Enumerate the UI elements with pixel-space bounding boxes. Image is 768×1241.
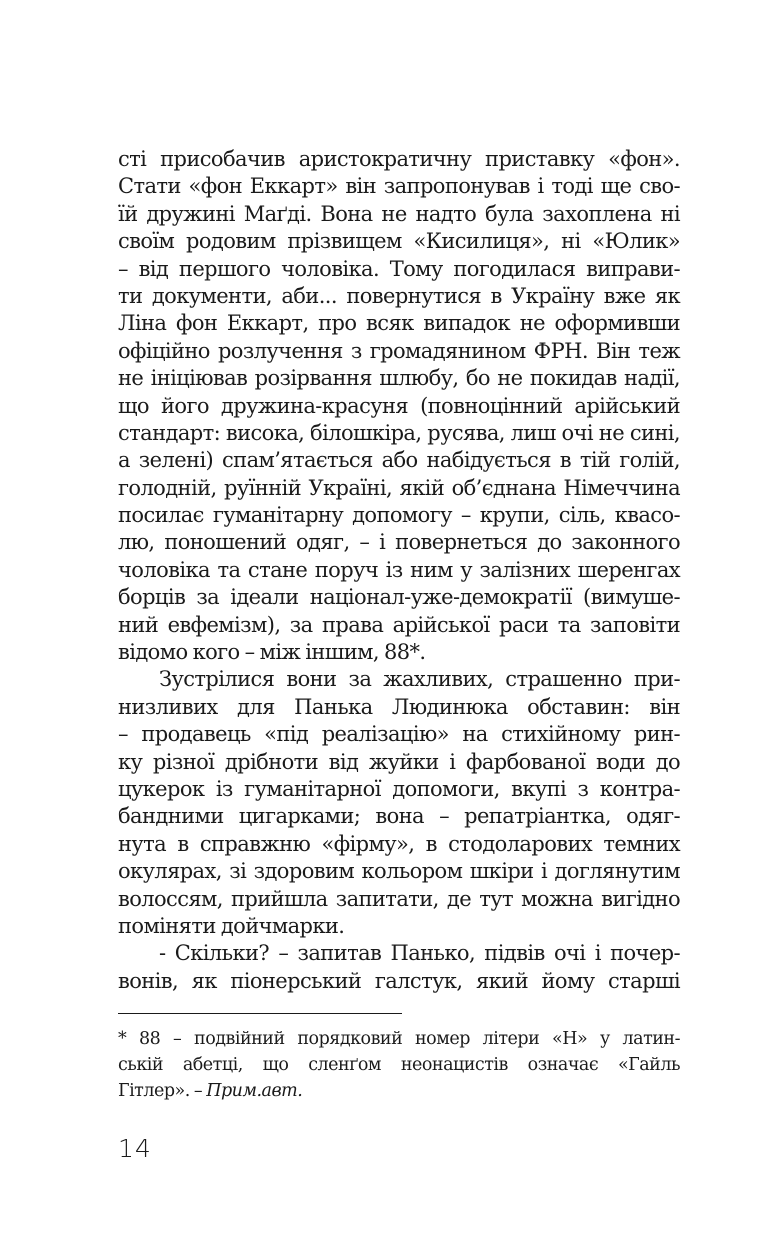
text-line: Ліна фон Еккарт, про всяк випадок не оформивши [118,311,680,336]
text-line: низливих для Панька Людинюка обставин: він [118,694,680,719]
text-line: волоссям, прийшла запитати, де тут можна вигідно [118,886,680,911]
text-line: борців за ідеали націонал-уже-демократії (вимуше- [118,585,680,610]
text-line: нута в справжню «фірму», в стодоларових темних [118,831,680,856]
footnote-text: Гітлер». [118,1081,190,1101]
text-line: цукерок із гуманітарної допомоги, вкупі з контра- [118,776,680,801]
text-line: сті присобачив аристократичну приставку «фон». [118,147,680,171]
footnote-separator: – [189,1081,207,1101]
text-line: а зелені) спам’ятається або набідується в тій голій, [118,448,680,473]
page-number: 14 [118,1134,152,1163]
text-line: не ініціював розірвання шлюбу, бо не покидав надії, [118,366,680,391]
body-text [118,146,680,995]
text-line: Стати «фон Еккарт» він запропонував і тоді ще сво- [118,174,680,199]
text-line: - Скільки? – запитав Панько, підвів очі і почер- [159,941,680,966]
text-line: стандарт: висока, білошкіра, русява, лиш очі не сині, [118,420,680,445]
footnote [118,1026,680,1104]
text-line: ку різної дрібноти від жуйки і фарбованої води до [118,749,680,774]
text-line: відомо кого – між іншим, 88*. [118,640,426,665]
text-line: чоловіка та стане поруч із ним у залізних шеренгах [118,557,680,582]
footnote-line: ській абетці, що сленґом неонацистів означає «Гайль [118,1055,680,1075]
text-line: своїм родовим прізвищем «Кисилиця», ні «Юлик» [118,229,680,254]
text-line: посилає гуманітарну допомогу – крупи, сіль, квасо- [118,503,680,528]
footnote-line: * 88 – подвійний порядковий номер літери «Н» у латин- [118,1029,680,1049]
text-line: бандними цигарками; вона – репатріантка, одяг- [118,804,680,829]
text-line: вонів, як піонерський галстук, який йому старші [118,968,680,993]
text-line: голодній, руїнній Україні, якій об’єднана Німеччина [118,475,680,500]
text-line: що його дружина-красуня (повноцінний арійський [118,393,680,418]
text-line: офіційно розлучення з громадянином ФРН. Він теж [118,338,680,363]
text-line: – від першого чоловіка. Тому погодилася виправи- [118,256,680,281]
text-line: – продавець «під реалізацію» на стихійному рин- [118,722,680,747]
footnote-author-note: Прим.авт. [206,1081,303,1101]
text-line: окулярах, зі здоровим кольором шкіри і доглянутим [118,859,680,884]
text-line: Зустрілися вони за жахливих, страшенно при- [159,667,680,692]
footnote-line [118,1078,680,1104]
text-line: їй дружині Маґді. Вона не надто була захоплена ні [118,201,680,226]
text-line: ти документи, аби... повернутися в Україну вже як [118,283,680,308]
footnote-divider [118,1013,402,1014]
text-line: лю, поношений одяг, – і повернеться до законного [118,530,680,555]
text-line: поміняти дойчмарки. [118,913,345,938]
text-line: ний евфемізм), за права арійської раси та заповіти [118,612,680,637]
